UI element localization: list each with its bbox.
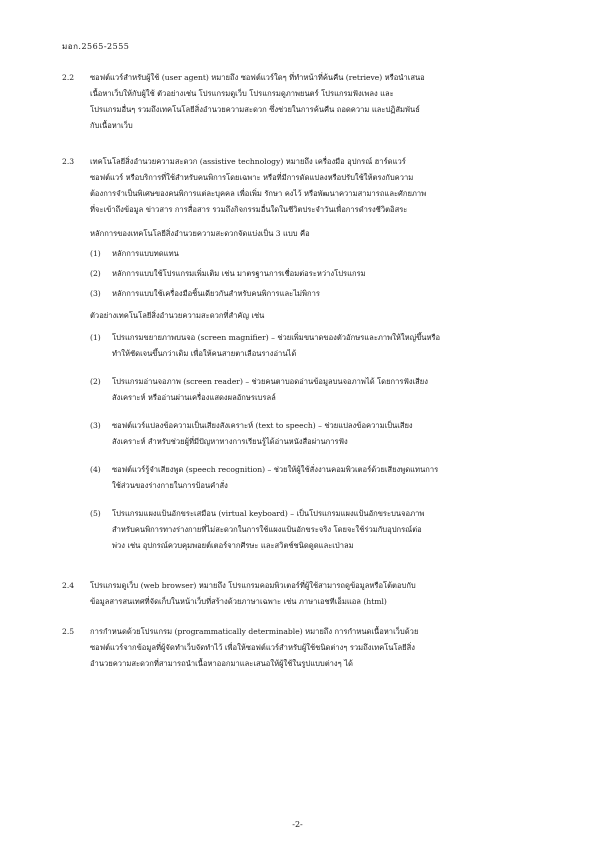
section-2-2 bbox=[62, 70, 542, 134]
item-marker: (2) bbox=[90, 377, 101, 386]
section-number: 2.4 bbox=[62, 581, 75, 590]
principle-item bbox=[90, 246, 540, 262]
item-marker: (1) bbox=[90, 333, 101, 342]
paragraph-line: โปรแกรมอื่นๆ รวมถึงเทคโนโลยีสิ่งอำนวยความสะดวก ซึ่งช่วยในการค้นคืน ถอดความ และปฏิสัมพันธ์ bbox=[90, 105, 420, 114]
item-text: สังเคราะห์ สำหรับช่วยผู้ที่มีปัญหาทางการเรียนรู้ได้อ่านหนังสือผ่านการฟัง bbox=[112, 437, 348, 446]
example-item bbox=[90, 506, 540, 554]
item-text: ซอฟต์แวร์รู้จำเสียงพูด (speech recognition) – ช่วยให้ผู้ใช้สั่งงานคอมพิวเตอร์ด้วยเสียงพูดแทนการ bbox=[112, 465, 439, 474]
item-text: ใช้ส่วนของร่างกายในการป้อนคำสั่ง bbox=[112, 481, 228, 490]
item-text: ทำให้ชัดเจนขึ้นกว่าเดิม เพื่อให้คนสายตาเลือนรางอ่านได้ bbox=[112, 349, 297, 358]
examples-intro bbox=[90, 308, 560, 324]
example-item bbox=[90, 374, 540, 406]
paragraph-line: กับเนื้อหาเว็บ bbox=[90, 121, 133, 130]
paragraph-line: การกำหนดด้วยโปรแกรม (programmatically determinable) หมายถึง การกำหนดเนื้อหาเว็บด้วย bbox=[90, 627, 419, 636]
section-number: 2.3 bbox=[62, 157, 75, 166]
paragraph-line: ที่จะเข้าถึงข้อมูล ข่าวสาร การสื่อสาร รวมถึงกิจกรรมอื่นใดในชีวิตประจำวันเพื่อการดำรงชีวิตอิสระ bbox=[90, 205, 408, 214]
item-marker: (4) bbox=[90, 465, 101, 474]
item-text: หลักการแบบใช้โปรแกรมเพิ่มเติม เช่น มาตรฐานการเชื่อมต่อระหว่างโปรแกรม bbox=[112, 269, 366, 278]
principle-item bbox=[90, 286, 540, 302]
item-text: หลักการแบบทดแทน bbox=[112, 249, 179, 258]
page-number: -2- bbox=[292, 820, 303, 829]
paragraph-line: เทคโนโลยีสิ่งอำนวยความสะดวก (assistive technology) หมายถึง เครื่องมือ อุปกรณ์ ฮาร์ดแวร์ bbox=[90, 157, 406, 166]
section-2-4 bbox=[62, 578, 542, 610]
paragraph-line: ต้องการจำเป็นพิเศษของคนพิการแต่ละบุคคล เพื่อเพิ่ม รักษา คงไว้ หรือพัฒนาความสามารถและศักยภาพ bbox=[90, 189, 427, 198]
item-text: โปรแกรมอ่านจอภาพ (screen reader) – ช่วยคนตาบอดอ่านข้อมูลบนจอภาพได้ โดยการฟังเสียง bbox=[112, 377, 428, 386]
item-text: หลักการแบบใช้เครื่องมือชิ้นเดียวกันสำหรับคนพิการและไม่พิการ bbox=[112, 289, 320, 298]
section-2-5 bbox=[62, 624, 542, 672]
paragraph-line: อำนวยความสะดวกที่สามารถนำเนื้อหาออกมาและเสนอให้ผู้ใช้ในรูปแบบต่างๆ ได้ bbox=[90, 659, 353, 668]
item-marker: (1) bbox=[90, 249, 101, 258]
item-marker: (5) bbox=[90, 509, 101, 518]
paragraph-line: เนื้อหาเว็บให้กับผู้ใช้ ตัวอย่างเช่น โปรแกรมดูเว็บ โปรแกรมดูภาพยนตร์ โปรแกรมฟังเพลง และ bbox=[90, 89, 394, 98]
paragraph-line: ข้อมูลสารสนเทศที่จัดเก็บในหน้าเว็บที่สร้างด้วยภาษาเฉพาะ เช่น ภาษาเอชทีเอ็มแอล (html) bbox=[90, 597, 387, 606]
example-item bbox=[90, 462, 540, 494]
example-item bbox=[90, 418, 540, 450]
paragraph-line: ซอฟต์แวร์ หรือบริการที่ใช้สำหรับคนพิการโดยเฉพาะ หรือที่มีการดัดแปลงหรือปรับใช้ให้ตรงกับความ bbox=[90, 173, 414, 182]
section-number: 2.5 bbox=[62, 627, 75, 636]
item-text: สังเคราะห์ หรืออ่านผ่านเครื่องแสดงผลอักษรเบรลล์ bbox=[112, 393, 276, 402]
item-text: โปรแกรมแผงแป้นอักขระเสมือน (virtual keyboard) – เป็นโปรแกรมแผงแป้นอักขระบนจอภาพ bbox=[112, 509, 425, 518]
item-text: สำหรับคนพิการทางร่างกายที่ไม่สะดวกในการใช้แผงแป้นอักขระจริง โดยจะใช้ร่วมกับอุปกรณ์ต่อ bbox=[112, 525, 422, 534]
examples-intro-text: ตัวอย่างเทคโนโลยีสิ่งอำนวยความสะดวกที่สำคัญ เช่น bbox=[90, 311, 265, 320]
principles-intro-text: หลักการของเทคโนโลยีสิ่งอำนวยความสะดวกจัดแบ่งเป็น 3 แบบ คือ bbox=[90, 229, 310, 238]
item-text: ซอฟต์แวร์แปลงข้อความเป็นเสียงสังเคราะห์ (text to speech) – ช่วยแปลงข้อความเป็นเสียง bbox=[112, 421, 413, 430]
example-item bbox=[90, 330, 540, 362]
section-number: 2.2 bbox=[62, 73, 75, 82]
principles-intro bbox=[90, 226, 560, 242]
section-2-3 bbox=[62, 154, 542, 218]
paragraph-line: ซอฟต์แวร์จากข้อมูลที่ผู้จัดทำเว็บจัดทำไว้ เพื่อให้ซอฟต์แวร์สำหรับผู้ใช้ชนิดต่างๆ รวมถึงเทคโนโลยีสิ่ง bbox=[90, 643, 415, 652]
standard-code-header: มอก.2565-2555 bbox=[62, 42, 130, 51]
item-text: โปรแกรมขยายภาพบนจอ (screen magnifier) – ช่วยเพิ่มขนาดของตัวอักษรและภาพให้ใหญ่ขึ้นหรือ bbox=[112, 333, 441, 342]
item-text: พ่วง เช่น อุปกรณ์ควบคุมพอยต์เตอร์จากศีรษะ และสวิตช์ชนิดดูดและเป่าลม bbox=[112, 541, 354, 550]
item-marker: (2) bbox=[90, 269, 101, 278]
item-marker: (3) bbox=[90, 289, 101, 298]
paragraph-line: โปรแกรมดูเว็บ (web browser) หมายถึง โปรแกรมคอมพิวเตอร์ที่ผู้ใช้สามารถดูข้อมูลหรือโต้ตอบกับ bbox=[90, 581, 416, 590]
paragraph-line: ซอฟต์แวร์สำหรับผู้ใช้ (user agent) หมายถึง ซอฟต์แวร์ใดๆ ที่ทำหน้าที่ค้นคืน (retrieve) หรือนำเสนอ bbox=[90, 73, 425, 82]
item-marker: (3) bbox=[90, 421, 101, 430]
principle-item bbox=[90, 266, 540, 282]
